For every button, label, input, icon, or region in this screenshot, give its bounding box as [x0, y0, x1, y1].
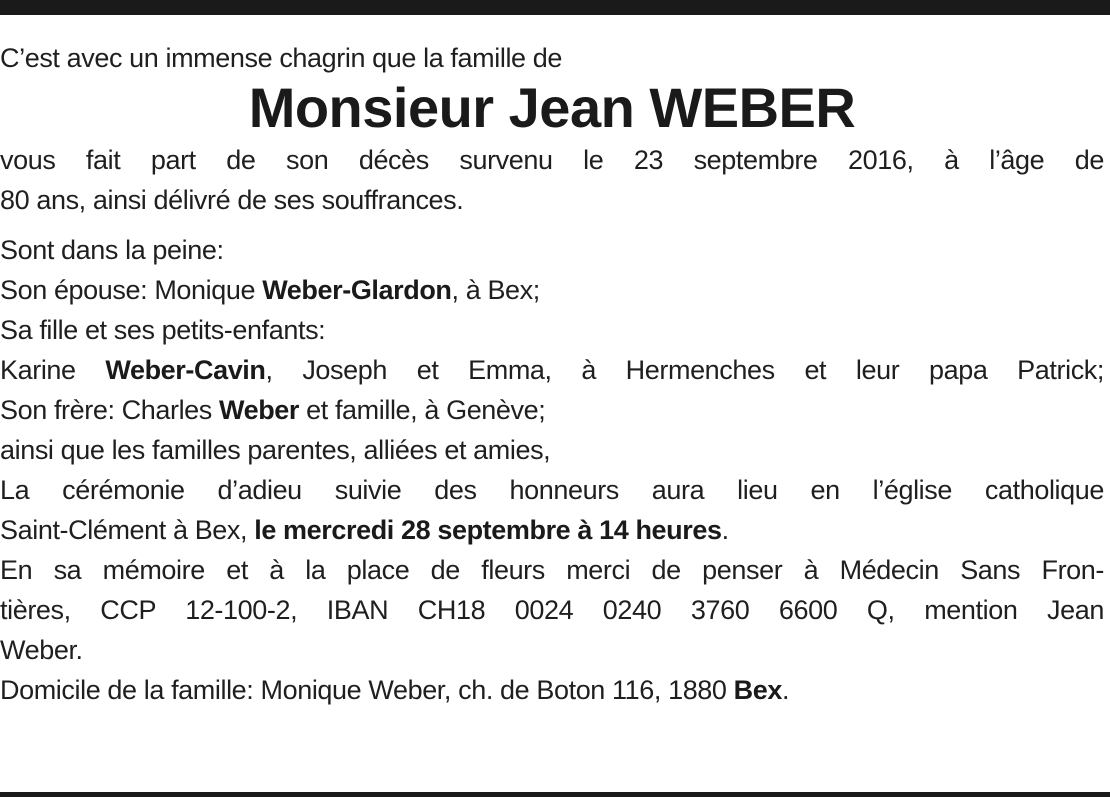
ceremony-date-time: le mercredi 28 septembre à 14 heures [254, 515, 722, 545]
spouse-name: Weber-Glardon [262, 275, 452, 305]
deceased-name-title: Monsieur Jean WEBER [248, 76, 856, 139]
top-border [0, 0, 1110, 15]
brother-line: Son frère: Charles Weber et famille, à Genève; [0, 395, 546, 425]
spouse-line: Son épouse: Monique Weber-Glardon, à Bex; [0, 275, 540, 305]
announcement-line-1: vous fait part de son décès survenu le 23 septembre 2016, à l’âge de [0, 145, 1104, 175]
intro-text: C’est avec un immense chagrin que la famille de [0, 43, 562, 73]
others-line: ainsi que les familles parentes, alliées et amies, [0, 435, 551, 465]
announcement-line-2: 80 ans, ainsi délivré de ses souffrances. [0, 185, 464, 215]
donation-line-3: Weber. [0, 635, 83, 665]
ceremony-line-2: Saint-Clément à Bex, le mercredi 28 septembre à 14 heures. [0, 515, 729, 545]
ceremony-line-1: La cérémonie d’adieu suivie des honneurs aura lieu en l’église catholique [0, 475, 1104, 505]
notice-body [0, 38, 1104, 710]
daughter-name: Weber-Cavin [105, 355, 266, 385]
daughter-line: Karine Weber-Cavin, Joseph et Emma, à Hermenches et leur papa Patrick; [0, 355, 1104, 385]
domicile-line: Domicile de la famille: Monique Weber, ch. de Boton 116, 1880 Bex. [0, 675, 790, 705]
children-heading: Sa fille et ses petits-enfants: [0, 315, 326, 345]
brother-name: Weber [219, 395, 300, 425]
donation-line-1: En sa mémoire et à la place de fleurs merci de penser à Médecin Sans Fron- [0, 555, 1104, 585]
bottom-border [0, 792, 1110, 797]
mourners-heading: Sont dans la peine: [0, 235, 224, 265]
domicile-town: Bex [733, 675, 782, 705]
donation-line-2: tières, CCP 12-100-2, IBAN CH18 0024 0240 3760 6600 Q, mention Jean [0, 595, 1104, 625]
